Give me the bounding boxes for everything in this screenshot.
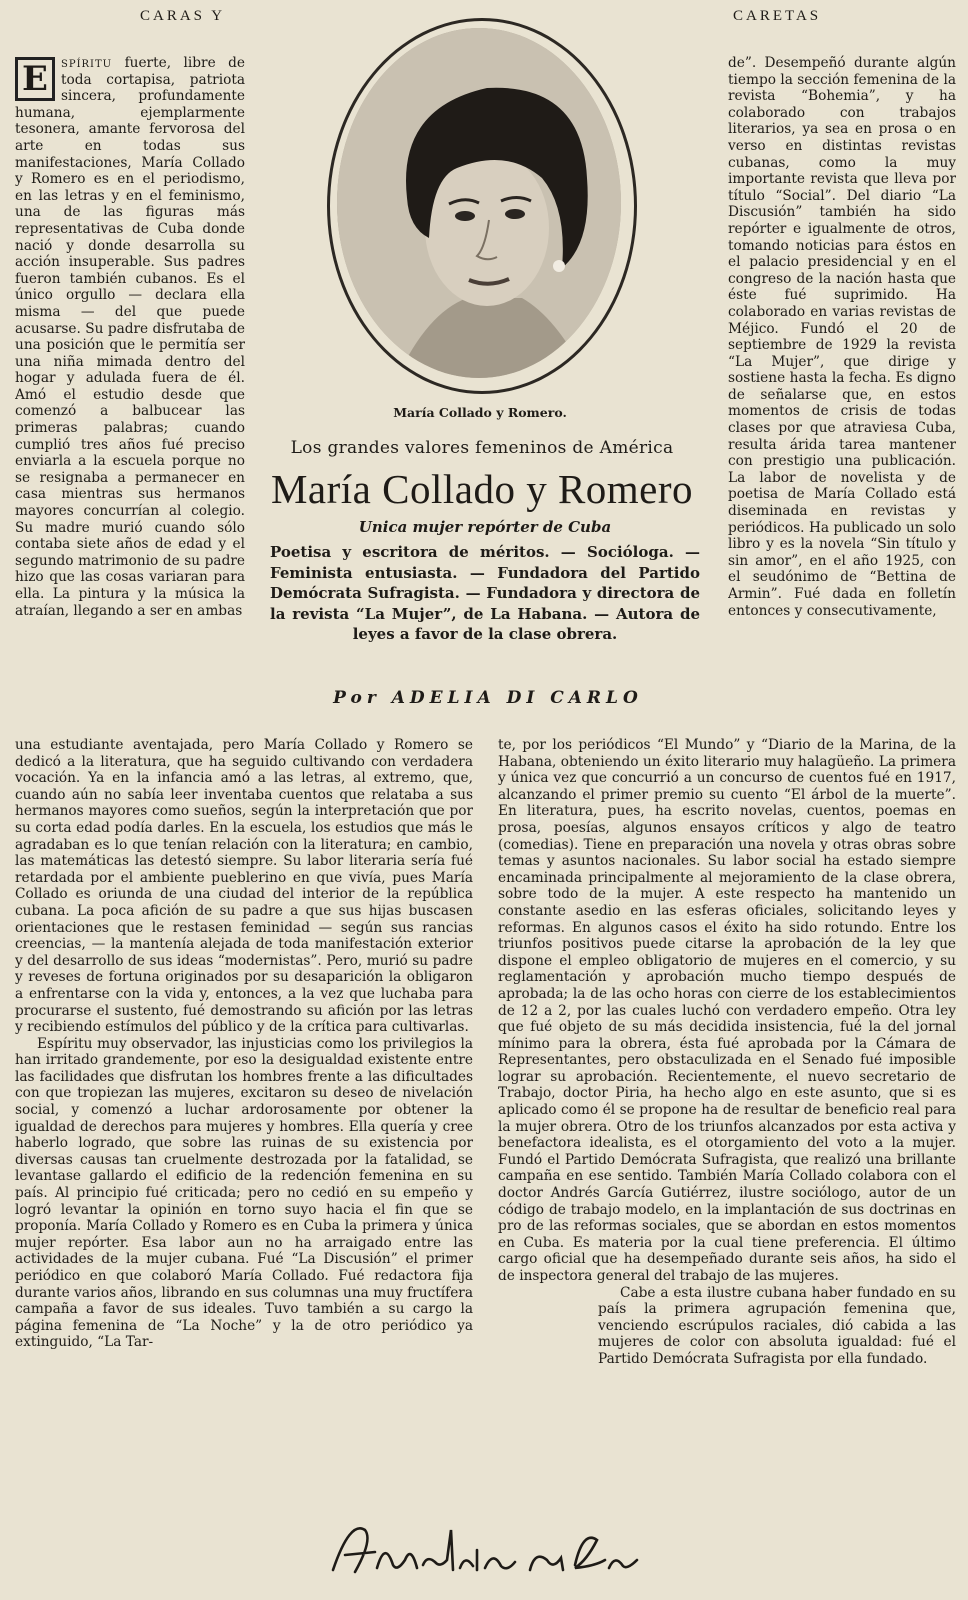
article-kicker: Los grandes valores femeninos de América (290, 438, 674, 458)
paragraph: una estudiante aventajada, pero María Collado y Romero se dedicó a la literatura, que ha seguido cultivando con verdadera vocación. Ya en la infancia amó a las letras, al extremo, que, cuando aún no sabía leer inventaba cuentos que relataba a sus hermanos mayores como sueños, según la interpretación que por su corta edad podía darles. En la escuela, los estudios que más le agradaban es lo que tenían relación con la literatura; en cambio, las matemáticas las detestó siempre. Su labor literaria sería fué retardada por el ambiente pueblerino en que vivía, pues María Collado es oriunda de una ciudad del interior de la república cubana. La poca afición de su padre a que sus hijas buscasen orientaciones que le restasen feminidad — según sus rancias creencias, — la mantenía alejada de toda manifestación exterior y del desarrollo de sus ideas “modernistas”. Pero, murió su padre y reveses de fortuna originados por su desaparición la obligaron a enfrentarse con la vida y, entonces, a la vez que luchaba para procurarse el sustento, fué demostrando su afición por las letras y recibiendo estímulos del público y de la crítica para cultivarlas. (15, 737, 473, 1036)
article-deck: Poetisa y escritora de méritos. — Socióloga. — Feminista entusiasta. — Fundadora del Partido Demócrata Sufragista. — Fundadora y directora de la revista “La Mujer”, de La Habana. — Autora de leyes a favor de la clase obrera. (270, 543, 700, 643)
portrait-photo (337, 28, 621, 378)
page-header-left: CARAS Y (140, 8, 226, 24)
article-column-bottom-right (498, 737, 956, 1595)
drop-cap: E (15, 57, 55, 101)
portrait-illustration (337, 28, 621, 378)
article-column-bottom-left (15, 737, 473, 1595)
article-byline: Por ADELIA DI CARLO (333, 688, 643, 708)
author-signature (325, 1510, 645, 1590)
article-headline: María Collado y Romero (270, 466, 694, 512)
article-column-left (15, 55, 245, 745)
article-column-right (728, 55, 956, 745)
signature-drawing (325, 1510, 645, 1590)
article-subhead: Unica mujer repórter de Cuba (358, 518, 612, 536)
page-header-right: CARETAS (733, 8, 822, 24)
paragraph: Espíritu muy observador, las injusticias como los privilegios la han irritado grandemente, por eso la desigualdad existente entre las facilidades que disfrutan los hombres frente a las dificultades con que tropiezan las mujeres, excitaron su deseo de nivelación social, y comenzó a luchar ardorosamente por obtener la igualdad de derechos para mujeres y hombres. Ella quería y cree haberlo logrado, que sobre las ruinas de su existencia por diversas causas tan cruelmente destrozada por la fatalidad, se levantase gallardo el edificio de la redención femenina en su país. Al principio fué criticada; pero no cedió en su empeño y logró levantar la opinión en torno suyo hacia el fin que se proponía. María Collado y Romero es en Cuba la primera y única mujer repórter. Esa labor aun no ha arraigado entre las actividades de la mujer cubana. Fué “La Discusión” el primer periódico en que colaboró María Collado. Fué redactora fija durante varios años, librando en sus columnas una muy fructífera campaña a favor de sus ideales. Tuvo también a su cargo la página femenina de “La Noche” y la de otro periódico ya extinguido, “La Tar- (15, 1035, 473, 1351)
column-right-text: de”. Desempeñó durante algún tiempo la sección femenina de la revista “Bohemia”, y ha colaborado con trabajos literarios, ya sea en prosa o en verso en distintas revistas cubanas, como la muy importante revista que lleva por título “Social”. Del diario “La Discusión” también ha sido repórter e igualmente de otros, tomando noticias para éstos en el palacio presidencial y en el congreso de la nación hasta que éste fué suprimido. Ha colaborado en varias revistas de Méjico. Fundó el 20 de septiembre de 1929 la revista “La Mujer”, que dirige y sostiene hasta la fecha. Es digno de señalarse que, en estos momentos de crisis de todas clases por que atraviesa Cuba, resulta árida tarea mantener con prestigio una publicación. La labor de novelista y de poetisa de María Collado está diseminada en revistas y periódicos. Ha publicado un solo libro y es la novela “Sin título y sin amor”, en el año 1925, con el seudónimo de “Bettina de Armin”. Fué dada en folletín entonces y consecutivamente, (728, 55, 956, 619)
portrait-caption: María Collado y Romero. (393, 405, 567, 420)
column-left-text: fuerte, libre de toda cortapisa, patriota sincera, profundamente humana, ejemplarmente tesonera, amante fervorosa del arte en todas sus manifestaciones, María Collado y Romero es en el periodismo, en las letras y en el feminismo, una de las figuras más representativas de Cuba donde nació y donde desarrolla su acción insuperable. Sus padres fueron también cubanos. Es el único orgullo — declara ella misma — del que puede acusarse. Su padre disfrutaba de una posición que le permitía ser una niña mimada dentro del hogar y adulada fuera de él. Amó el estudio desde que comenzó a balbucear las primeras palabras; cuando cumplió tres años fué preciso enviarla a la escuela porque no se resignaba a permanecer en casa mientras sus hermanos mayores concurrían al colegio. Su madre murió cuando sólo contaba siete años de edad y el segundo matrimonio de su padre hizo que las cosas variaran para ella. La pintura y la música la atraían, llegando a ser en ambas (15, 55, 245, 619)
lead-word: spíritu (61, 55, 113, 71)
paragraph: te, por los periódicos “El Mundo” y “Diario de la Marina, de la Habana, obteniendo un éxito literario muy halagüeño. La primera y única vez que concurrió a un concurso de cuentos fué en 1917, alcanzando el primer premio su cuento “El árbol de la muerte”. En literatura, pues, ha escrito novelas, cuentos, poemas en prosa, poesías, algunos ensayos críticos y algo de teatro (comedias). Tiene en preparación una novela y otras obras sobre temas y asuntos nacionales. Su labor social ha estado siempre encaminada principalmente al mejoramiento de la clase obrera, sobre todo de la mujer. A este respecto ha mantenido un constante asedio en las esferas oficiales, solicitando leyes y reformas. En algunos casos el éxito ha sido rotundo. Entre los triunfos positivos puede citarse la aprobación de la ley que dispone el empleo obligatorio de mujeres en el comercio, y su reglamentación y aprobación mucho tiempo después de aprobada; la de las ocho horas con cierre de los establecimientos de 12 a 2, por las cuales luchó con verdadero empeño. Otra ley que fué objeto de su más decidida insistencia, fué la del jornal mínimo para la obrera, ésta fué aprobada por la Cámara de Representantes, pero obstaculizada en el Senado fué imposible lograr su aprobación. Recientemente, el nuevo secretario de Trabajo, doctor Piria, ha hecho algo en este asunto, que si es aplicado como él se propone ha de resultar de beneficio real para la mujer obrera. Otro de los triunfos alcanzados por esta activa y benefactora idealista, es el otorgamiento del voto a la mujer. Fundó el Partido Demócrata Sufragista, que realizó una brillante campaña en ese sentido. También María Collado colabora con el doctor Andrés García Gutiérrez, ilustre sociólogo, autor de un código de trabajo modelo, en la implantación de sus doctrinas en pro de las reformas sociales, que se abordan en estos momentos en Cuba. Es materia por la cual tiene preferencia. El último cargo oficial que ha desempeñado durante seis años, ha sido el de inspectora general del trabajo de las mujeres. (498, 737, 956, 1284)
paragraph: Cabe a esta ilustre cubana haber fundado en su país la primera agrupación femenina que, venciendo escrúpulos raciales, dió cabida a las mujeres de color con absoluta igualdad: fué el Partido Demócrata Sufragista por ella fundado. (598, 1284, 956, 1367)
